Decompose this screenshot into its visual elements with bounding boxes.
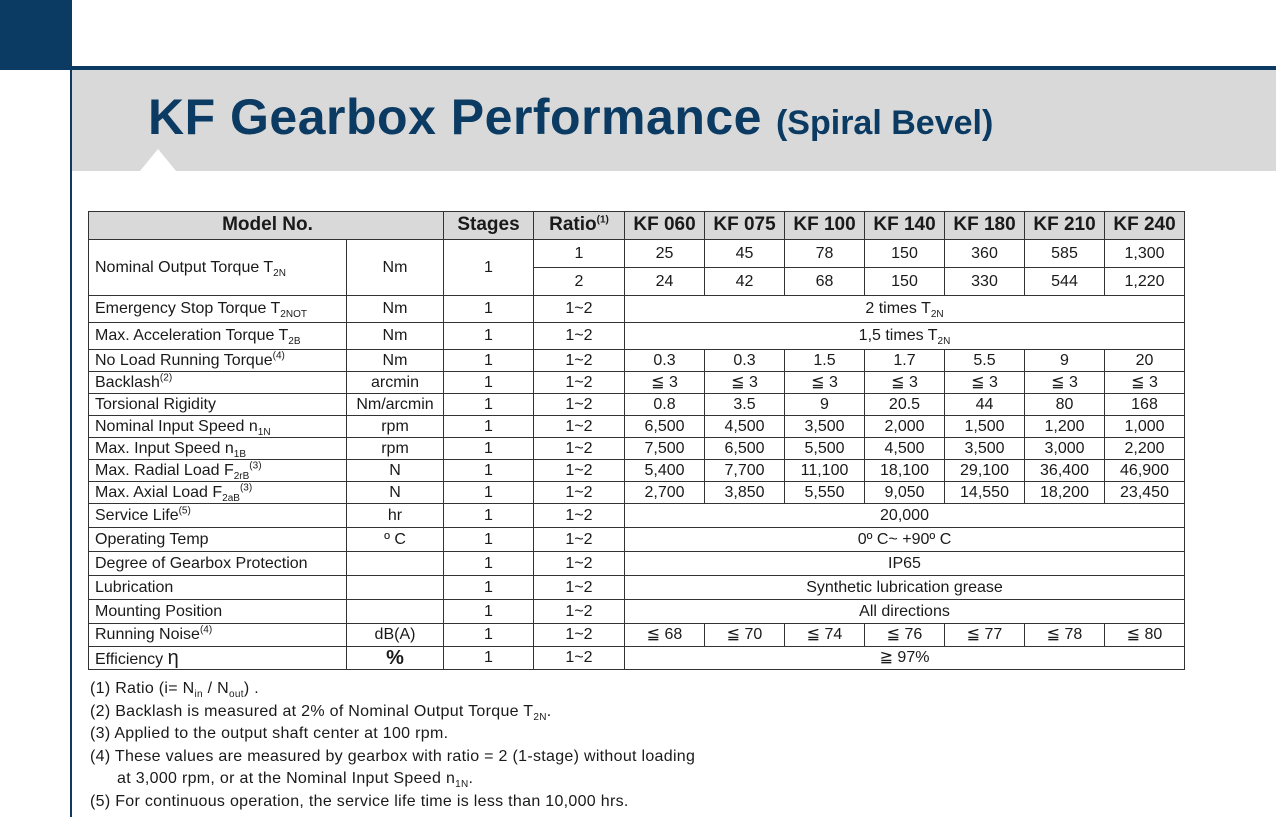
cell-value: 46,900	[1105, 460, 1185, 482]
row-label	[89, 323, 347, 350]
row-stages: 1	[444, 296, 534, 323]
cell-value: 3,000	[1025, 438, 1105, 460]
table-row-protection	[89, 552, 1185, 576]
cell-value: 5.5	[945, 350, 1025, 372]
cell-value-span	[625, 323, 1185, 350]
footnote-3: (3) Applied to the output shaft center at 100 rpm.	[90, 725, 449, 742]
row-stages: 1	[444, 372, 534, 394]
label-sub: 2N	[273, 267, 286, 279]
cell-value: 1,220	[1105, 268, 1185, 296]
table-row-no-load-torque	[89, 350, 1185, 372]
header-row	[89, 212, 1185, 240]
row-stages: 1	[444, 600, 534, 624]
row-label: Torsional Rigidity	[89, 394, 347, 416]
row-unit: Nm	[347, 240, 444, 296]
row-label	[89, 416, 347, 438]
cell-value: 7,500	[625, 438, 705, 460]
label-text: Nominal Input Speed n	[95, 417, 258, 435]
cell-value: 36,400	[1025, 460, 1105, 482]
cell-value: 25	[625, 240, 705, 268]
cell-value: 7,700	[705, 460, 785, 482]
row-ratio: 1~2	[534, 528, 625, 552]
note-sub: 1N	[455, 779, 469, 791]
row-label	[89, 482, 347, 504]
row-ratio: 2	[534, 268, 625, 296]
row-unit: dB(A)	[347, 624, 444, 647]
table-row-max-speed	[89, 438, 1185, 460]
cell-value-span: IP65	[625, 552, 1185, 576]
cell-value: 0.3	[625, 350, 705, 372]
row-unit: N	[347, 460, 444, 482]
value-sub: 2N	[930, 309, 944, 321]
row-stages: 1	[444, 624, 534, 647]
cell-value-span: 0º C~ +90º C	[625, 528, 1185, 552]
cell-value: 11,100	[785, 460, 865, 482]
eta-symbol: η	[167, 647, 179, 669]
note-text: (1) Ratio (i= N	[90, 680, 195, 697]
row-stages: 1	[444, 323, 534, 350]
cell-value: 24	[625, 268, 705, 296]
cell-value-span: Synthetic lubrication grease	[625, 576, 1185, 600]
cell-value-span: ≧ 97%	[625, 647, 1185, 670]
cell-value: 4,500	[865, 438, 945, 460]
cell-value: ≦ 80	[1105, 624, 1185, 647]
cell-value-span: All directions	[625, 600, 1185, 624]
label-sup: (5)	[178, 505, 191, 517]
note-text: at 3,000 rpm, or at the Nominal Input Speed n	[117, 770, 456, 787]
row-stages: 1	[444, 552, 534, 576]
row-ratio: 1~2	[534, 482, 625, 504]
cell-value: 330	[945, 268, 1025, 296]
row-label	[89, 504, 347, 528]
footnote-5: (5) For continuous operation, the service life time is less than 10,000 hrs.	[90, 792, 629, 810]
label-sup: (4)	[199, 624, 213, 636]
row-ratio: 1~2	[534, 296, 625, 323]
label-text: Max. Acceleration Torque T	[95, 327, 289, 345]
row-ratio: 1~2	[534, 600, 625, 624]
label-text: Max. Radial Load F	[95, 461, 234, 479]
row-unit: rpm	[347, 416, 444, 438]
row-unit: %	[347, 647, 444, 670]
header-ratio	[534, 212, 625, 240]
row-unit: Nm	[347, 350, 444, 372]
cell-value: 2,700	[625, 482, 705, 504]
table-row-nominal-speed	[89, 416, 1185, 438]
header-model-kf180: KF 180	[945, 212, 1025, 240]
value-text: 1,5 times T	[858, 327, 938, 345]
cell-value: ≦ 3	[1025, 372, 1105, 394]
header-ratio-label: Ratio	[549, 214, 597, 236]
cell-value: 6,500	[705, 438, 785, 460]
cell-value: 1,300	[1105, 240, 1185, 268]
row-unit: arcmin	[347, 372, 444, 394]
cell-value: 42	[705, 268, 785, 296]
table-row-running-noise	[89, 624, 1185, 647]
row-label: Lubrication	[89, 576, 347, 600]
performance-table	[88, 211, 1185, 670]
value-text: 2 times T	[865, 300, 931, 318]
row-ratio: 1~2	[534, 624, 625, 647]
cell-value: ≦ 74	[785, 624, 865, 647]
footnote-2	[90, 701, 695, 724]
table-row-lubrication	[89, 576, 1185, 600]
row-unit	[347, 600, 444, 624]
header-model-kf100: KF 100	[785, 212, 865, 240]
label-sub: 2NOT	[280, 309, 307, 321]
cell-value: 3,850	[705, 482, 785, 504]
label-text: Max. Axial Load F	[95, 483, 223, 501]
row-unit: Nm	[347, 296, 444, 323]
cell-value: 168	[1105, 394, 1185, 416]
table-row-mounting	[89, 600, 1185, 624]
label-sub: 1B	[233, 448, 246, 460]
cell-value: ≦ 78	[1025, 624, 1105, 647]
cell-value: 1.5	[785, 350, 865, 372]
cell-value: 585	[1025, 240, 1105, 268]
note-text: ) .	[243, 680, 259, 697]
cell-value: 3,500	[945, 438, 1025, 460]
label-text: Max. Input Speed n	[95, 439, 234, 457]
row-stages: 1	[444, 438, 534, 460]
header-model-kf210: KF 210	[1025, 212, 1105, 240]
label-sup: (3)	[239, 482, 253, 494]
table-row-service-life	[89, 504, 1185, 528]
table-row-axial-load	[89, 482, 1185, 504]
value-sub: 2N	[937, 336, 951, 348]
cell-value: ≦ 3	[1105, 372, 1185, 394]
row-ratio: 1	[534, 240, 625, 268]
row-label: Mounting Position	[89, 600, 347, 624]
row-ratio: 1~2	[534, 350, 625, 372]
cell-value: 18,100	[865, 460, 945, 482]
row-label	[89, 460, 347, 482]
cell-value: 5,400	[625, 460, 705, 482]
cell-value: 3,500	[785, 416, 865, 438]
row-ratio: 1~2	[534, 576, 625, 600]
cell-value: 1.7	[865, 350, 945, 372]
row-label: Operating Temp	[89, 528, 347, 552]
cell-value: 23,450	[1105, 482, 1185, 504]
note-sub: out	[229, 689, 244, 701]
note-text: .	[546, 702, 552, 720]
header-stages: Stages	[444, 212, 534, 240]
row-stages: 1	[444, 504, 534, 528]
row-unit: N	[347, 482, 444, 504]
cell-value: 0.8	[625, 394, 705, 416]
cell-value: 3.5	[705, 394, 785, 416]
cell-value: ≦ 3	[705, 372, 785, 394]
label-text: Nominal Output Torque T	[95, 258, 274, 276]
row-ratio: 1~2	[534, 438, 625, 460]
table-row-torsional-rigidity	[89, 394, 1185, 416]
cell-value: 150	[865, 268, 945, 296]
cell-value: 20.5	[865, 394, 945, 416]
row-label	[89, 296, 347, 323]
row-unit: Nm/arcmin	[347, 394, 444, 416]
footnotes	[90, 678, 695, 813]
row-ratio: 1~2	[534, 552, 625, 576]
cell-value-span: 20,000	[625, 504, 1185, 528]
note-sub: in	[194, 689, 203, 701]
footnote-4: (4) These values are measured by gearbox with ratio = 2 (1-stage) without loading	[90, 747, 696, 765]
cell-value: ≦ 77	[945, 624, 1025, 647]
cell-value: 78	[785, 240, 865, 268]
row-unit	[347, 576, 444, 600]
label-text: Efficiency	[95, 651, 168, 668]
table-row-backlash	[89, 372, 1185, 394]
title-notch	[140, 149, 176, 171]
row-unit: º C	[347, 528, 444, 552]
row-label	[89, 624, 347, 647]
cell-value: ≦ 3	[625, 372, 705, 394]
row-unit: hr	[347, 504, 444, 528]
label-sub: 1N	[257, 426, 271, 438]
cell-value: 18,200	[1025, 482, 1105, 504]
cell-value: ≦ 3	[785, 372, 865, 394]
cell-value: 44	[945, 394, 1025, 416]
label-sup: (3)	[249, 460, 262, 472]
cell-value: 150	[865, 240, 945, 268]
label-sub: 2rB	[233, 470, 250, 482]
cell-value: 4,500	[705, 416, 785, 438]
label-sup: (4)	[272, 350, 285, 362]
header-model-kf075: KF 075	[705, 212, 785, 240]
row-unit	[347, 552, 444, 576]
row-stages: 1	[444, 528, 534, 552]
cell-value: 0.3	[705, 350, 785, 372]
row-stages: 1	[444, 647, 534, 670]
cell-value: 360	[945, 240, 1025, 268]
table-row-max-acceleration	[89, 323, 1185, 350]
header-model: Model No.	[89, 212, 444, 240]
cell-value: ≦ 3	[945, 372, 1025, 394]
row-stages: 1	[444, 576, 534, 600]
row-ratio: 1~2	[534, 323, 625, 350]
row-stages: 1	[444, 240, 534, 296]
table-row-radial-load	[89, 460, 1185, 482]
row-unit: rpm	[347, 438, 444, 460]
cell-value: 14,550	[945, 482, 1025, 504]
row-ratio: 1~2	[534, 647, 625, 670]
header-model-kf140: KF 140	[865, 212, 945, 240]
header-model-kf240: KF 240	[1105, 212, 1185, 240]
footnote-4-cont	[90, 768, 695, 791]
row-stages: 1	[444, 394, 534, 416]
row-stages: 1	[444, 482, 534, 504]
label-text: No Load Running Torque	[95, 351, 273, 369]
cell-value: 6,500	[625, 416, 705, 438]
corner-block	[0, 0, 71, 70]
cell-value: 45	[705, 240, 785, 268]
row-ratio: 1~2	[534, 504, 625, 528]
row-ratio: 1~2	[534, 372, 625, 394]
header-model-kf060: KF 060	[625, 212, 705, 240]
cell-value: 9	[785, 394, 865, 416]
row-label	[89, 647, 347, 670]
row-label	[89, 372, 347, 394]
table-row-nominal-torque-ratio1	[89, 240, 1185, 268]
note-text: .	[468, 770, 474, 787]
cell-value: 2,200	[1105, 438, 1185, 460]
label-text: Service Life	[95, 506, 179, 524]
row-label	[89, 350, 347, 372]
page-title	[148, 88, 993, 146]
title-sub: (Spiral Bevel)	[775, 104, 994, 142]
cell-value: 5,550	[785, 482, 865, 504]
label-text: Running Noise	[95, 626, 200, 644]
label-text: Backlash	[95, 373, 160, 391]
cell-value-span	[625, 296, 1185, 323]
table-row-efficiency	[89, 647, 1185, 670]
header-ratio-note: (1)	[596, 214, 609, 226]
label-sub: 2B	[288, 336, 301, 348]
cell-value: 9	[1025, 350, 1105, 372]
note-text: (2) Backlash is measured at 2% of Nominal Output Torque T	[90, 702, 534, 720]
row-ratio: 1~2	[534, 394, 625, 416]
table-row-emergency-stop	[89, 296, 1185, 323]
cell-value: 5,500	[785, 438, 865, 460]
note-sub: 2N	[533, 711, 547, 723]
cell-value: ≦ 76	[865, 624, 945, 647]
note-text: / N	[202, 680, 230, 697]
cell-value: ≦ 68	[625, 624, 705, 647]
row-label	[89, 438, 347, 460]
cell-value: 80	[1025, 394, 1105, 416]
cell-value: 9,050	[865, 482, 945, 504]
cell-value: 2,000	[865, 416, 945, 438]
cell-value: 68	[785, 268, 865, 296]
row-stages: 1	[444, 460, 534, 482]
row-label: Degree of Gearbox Protection	[89, 552, 347, 576]
cell-value: 544	[1025, 268, 1105, 296]
label-sup: (2)	[159, 372, 173, 384]
label-sub: 2aB	[222, 492, 240, 504]
cell-value: 1,000	[1105, 416, 1185, 438]
cell-value: ≦ 3	[865, 372, 945, 394]
cell-value: 29,100	[945, 460, 1025, 482]
row-ratio: 1~2	[534, 416, 625, 438]
cell-value: ≦ 70	[705, 624, 785, 647]
cell-value: 1,500	[945, 416, 1025, 438]
row-unit: Nm	[347, 323, 444, 350]
title-main: KF Gearbox Performance	[148, 89, 762, 145]
cell-value: 1,200	[1025, 416, 1105, 438]
cell-value: 20	[1105, 350, 1185, 372]
row-stages: 1	[444, 350, 534, 372]
table-row-operating-temp	[89, 528, 1185, 552]
row-label	[89, 240, 347, 296]
row-stages: 1	[444, 416, 534, 438]
row-ratio: 1~2	[534, 460, 625, 482]
label-text: Emergency Stop Torque T	[95, 300, 281, 318]
footnote-1	[90, 678, 695, 701]
